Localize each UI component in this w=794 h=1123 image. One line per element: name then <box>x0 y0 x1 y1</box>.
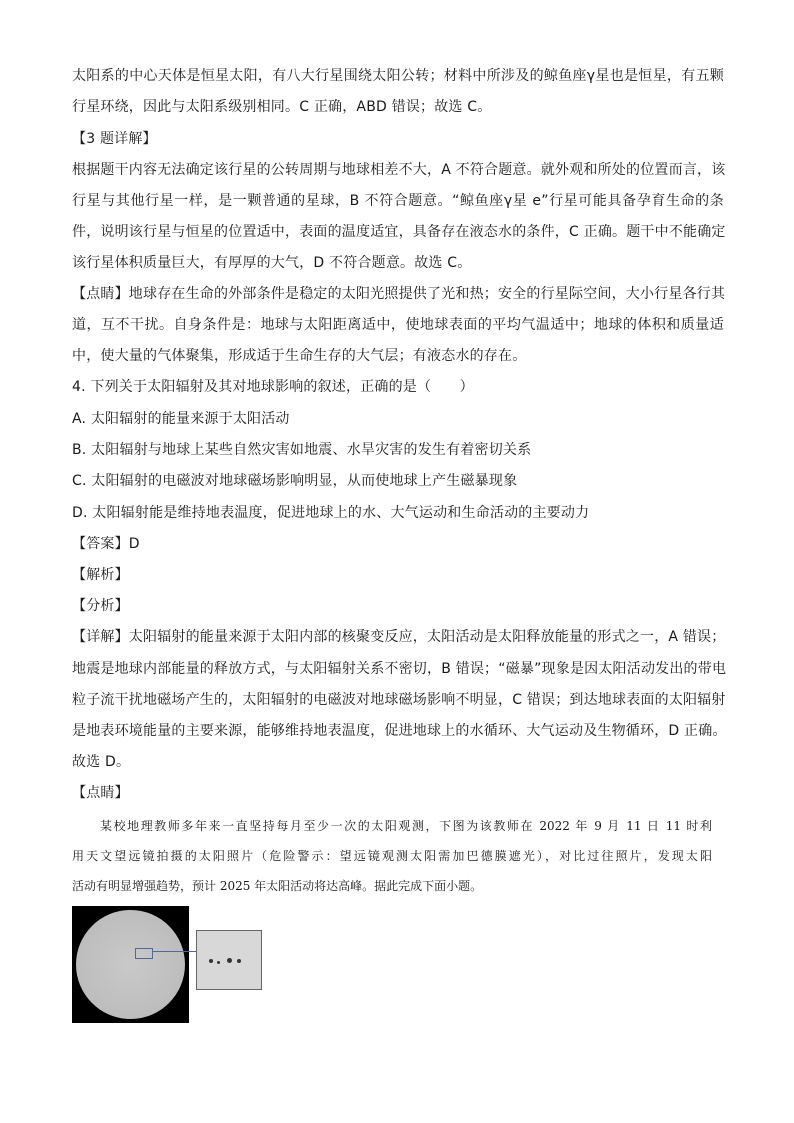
text-line: 件，说明该行星与恒星的位置适中，表面的温度适宜，具备存在液态水的条件，C 正确。题干中不能确定 <box>72 224 726 240</box>
text-line: 根据题干内容无法确定该行星的公转周期与地球相差不大，A 不符合题意。就外观和所处的位置而言，该 <box>72 162 726 178</box>
text-line: 行星与其他行星一样，是一颗普通的星球，B 不符合题意。“鲸鱼座γ星 e”行星可能具备孕育生命的条 <box>72 193 724 209</box>
option-a: A. 太阳辐射的能量来源于太阳活动 <box>72 411 290 427</box>
sun-photo <box>72 906 189 1023</box>
text-line: 道，互不干扰。自身条件是：地球与太阳距离适中，使地球表面的平均气温适中；地球的体积和质量适 <box>72 317 724 333</box>
text-line: 该行星体积质量巨大，有厚厚的大气，D 不符合题意。故选 C。 <box>72 255 472 271</box>
text-line: 太阳系的中心天体是恒星太阳，有八大行星围绕太阳公转；材料中所涉及的鲸鱼座γ星也是恒星，有五颗 <box>72 68 724 84</box>
sunspot <box>217 961 220 964</box>
zoom-connector-line <box>153 951 196 952</box>
text-line: 【点睛】地球存在生命的外部条件是稳定的太阳光照提供了光和热；安全的行星际空间，大小行星各行其 <box>72 286 726 302</box>
sunspot-highlight-box <box>135 948 153 959</box>
analysis-label: 【解析】 <box>72 567 129 583</box>
breakdown-label: 【分析】 <box>72 598 129 614</box>
option-d: D. 太阳辐射能是维持地表温度，促进地球上的水、大气运动和生命活动的主要动力 <box>72 505 590 521</box>
question-stem: 4. 下列关于太阳辐射及其对地球影响的叙述，正确的是（ ） <box>72 379 474 395</box>
sunspot <box>237 959 241 963</box>
option-b: B. 太阳辐射与地球上某些自然灾害如地震、水旱灾害的发生有着密切关系 <box>72 442 532 458</box>
text-line: 【详解】太阳辐射的能量来源于太阳内部的核聚变反应，太阳活动是太阳释放能量的形式之一，A 错误； <box>72 629 726 645</box>
sunspot <box>209 959 213 963</box>
sunspot <box>227 958 232 963</box>
sunspot-zoom-inset <box>196 930 262 990</box>
text-line: 行星环绕，因此与太阳系级别相同。C 正确，ABD 错误；故选 C。 <box>72 99 492 115</box>
text-line: 故选 D。 <box>72 754 131 770</box>
text-line: 地震是地球内部能量的释放方式，与太阳辐射关系不密切，B 错误；“磁暴”现象是因太阳活动发出的带电 <box>72 661 727 677</box>
intro-line: 某校地理教师多年来一直坚持每月至少一次的太阳观测，下图为该教师在 2022 年 9 月 11 日 11 时利 <box>100 819 712 833</box>
answer-label: 【答案】D <box>72 536 140 552</box>
text-line: 粒子流干扰地磁场产生的，太阳辐射的电磁波对地球磁场影响不明显，C 错误；到达地球表面的太阳辐射 <box>72 692 726 708</box>
intro-line: 用天文望远镜拍摄的太阳照片（危险警示：望远镜观测太阳需加巴德膜遮光），对比过往照片，发现太阳 <box>72 849 712 863</box>
tip-label: 【点睛】 <box>72 785 129 801</box>
option-c: C. 太阳辐射的电磁波对地球磁场影响明显，从而使地球上产生磁暴现象 <box>72 473 518 489</box>
intro-line: 活动有明显增强趋势，预计 2025 年太阳活动将达高峰。据此完成下面小题。 <box>72 879 483 893</box>
text-line: 中，使大量的气体聚集，形成适于生命生存的大气层；有液态水的存在。 <box>72 348 527 364</box>
solar-disk <box>76 910 185 1019</box>
text-line: 是地表环境能量的主要来源，能够维持地表温度，促进地球上的水循环、大气运动及生物循环，D 正确。 <box>72 723 727 739</box>
section-heading: 【3 题详解】 <box>72 131 157 147</box>
